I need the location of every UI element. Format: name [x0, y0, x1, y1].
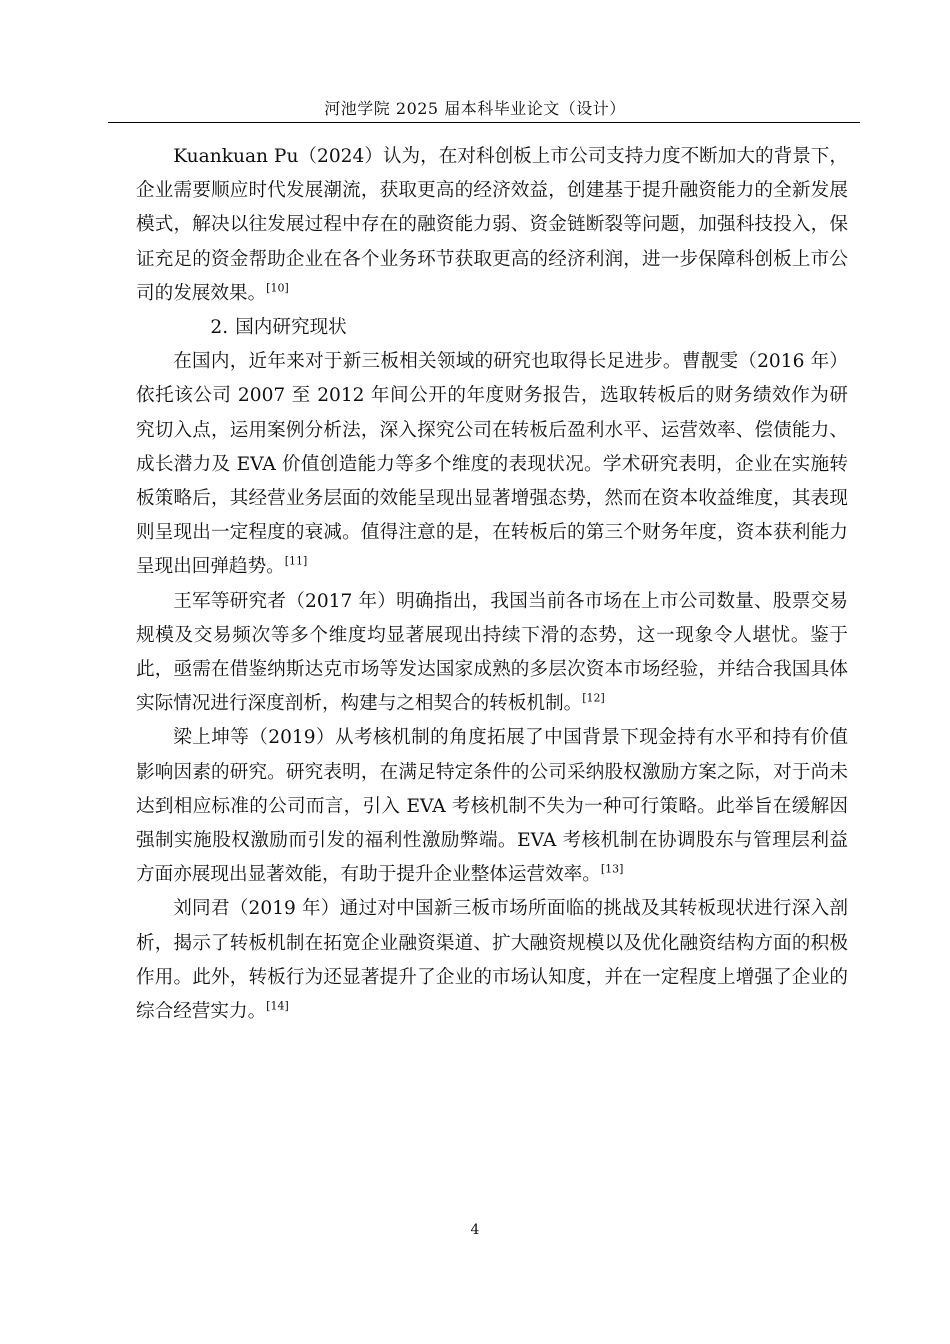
paragraph-text: 在国内，近年来对于新三板相关领域的研究也取得长足进步。曹靓雯（2016 年）依托该公司 2007 至 2012 年间公开的年度财务报告，选取转板后的财务绩效作为研究切入点，运用案例分析法，深入探究公司在转板后盈利水平、运营效率、偿债能力、成长潜力及 EVA 价值创造能力等多个维度的表现状况。学术研究表明，企业在实施转板策略后，其经营业务层面的效能呈现出显著增强态势，然而在资本收益维度，其表现则呈现出一定程度的衰减。值得注意的是，在转板后的第三个财务年度，资本获利能力呈现出回弹趋势。 — [136, 351, 848, 578]
citation-ref: [12] — [582, 691, 605, 705]
section-heading — [136, 311, 848, 345]
citation-ref: [14] — [266, 999, 289, 1013]
paragraph-wang-jun — [136, 585, 848, 722]
document-body — [136, 140, 848, 1029]
paragraph-text: 梁上坤等（2019）从考核机制的角度拓展了中国背景下现金持有水平和持有价值影响因素的研究。研究表明，在满足特定条件的公司采纳股权激励方案之际，对于尚未达到相应标准的公司而言，引入 EVA 考核机制不失为一种可行策略。此举旨在缓解因强制实施股权激励而引发的福利性激励弊端。EVA 考核机制在协调股东与管理层利益方面亦展现出显著效能，有助于提升企业整体运营效率。 — [136, 727, 848, 886]
page-header: 河池学院 2025 届本科毕业论文（设计） — [324, 99, 626, 118]
section-title: 国内研究现状 — [235, 317, 347, 339]
paragraph-kuankuan-pu — [136, 140, 848, 311]
citation-ref: [10] — [266, 281, 289, 295]
paragraph-liu-tongjun — [136, 892, 848, 1029]
paragraph-text: Kuankuan Pu（2024）认为，在对科创板上市公司支持力度不断加大的背景下，企业需要顺应时代发展潮流，获取更高的经济效益，创建基于提升融资能力的全新发展模式，解决以往发展过程中存在的融资能力弱、资金链断裂等问题，加强科技投入，保证充足的资金帮助企业在各个业务环节获取更高的经济利润，进一步保障科创板上市公司的发展效果。 — [136, 146, 848, 304]
paragraph-cao-liangwen — [136, 345, 848, 584]
paragraph-text: 王军等研究者（2017 年）明确指出，我国当前各市场在上市公司数量、股票交易规模及交易频次等多个维度均显著展现出持续下滑的态势，这一现象令人堪忧。鉴于此，亟需在借鉴纳斯达克市场等发达国家成熟的多层次资本市场经验，并结合我国具体实际情况进行深度剖析，构建与之相契合的转板机制。 — [136, 590, 848, 715]
paragraph-text: 刘同君（2019 年）通过对中国新三板市场所面临的挑战及其转板现状进行深入剖析，揭示了转板机制在拓宽企业融资渠道、扩大融资规模以及优化融资结构方面的积极作用。此外，转板行为还显著提升了企业的市场认知度，并在一定程度上增强了企业的综合经营实力。 — [136, 898, 848, 1023]
paragraph-liang-shangkun — [136, 721, 848, 892]
citation-ref: [11] — [284, 554, 308, 568]
page-number: 4 — [470, 1222, 480, 1238]
citation-ref: [13] — [600, 862, 624, 876]
header-rule — [108, 122, 860, 123]
section-number: 2. — [210, 317, 229, 339]
